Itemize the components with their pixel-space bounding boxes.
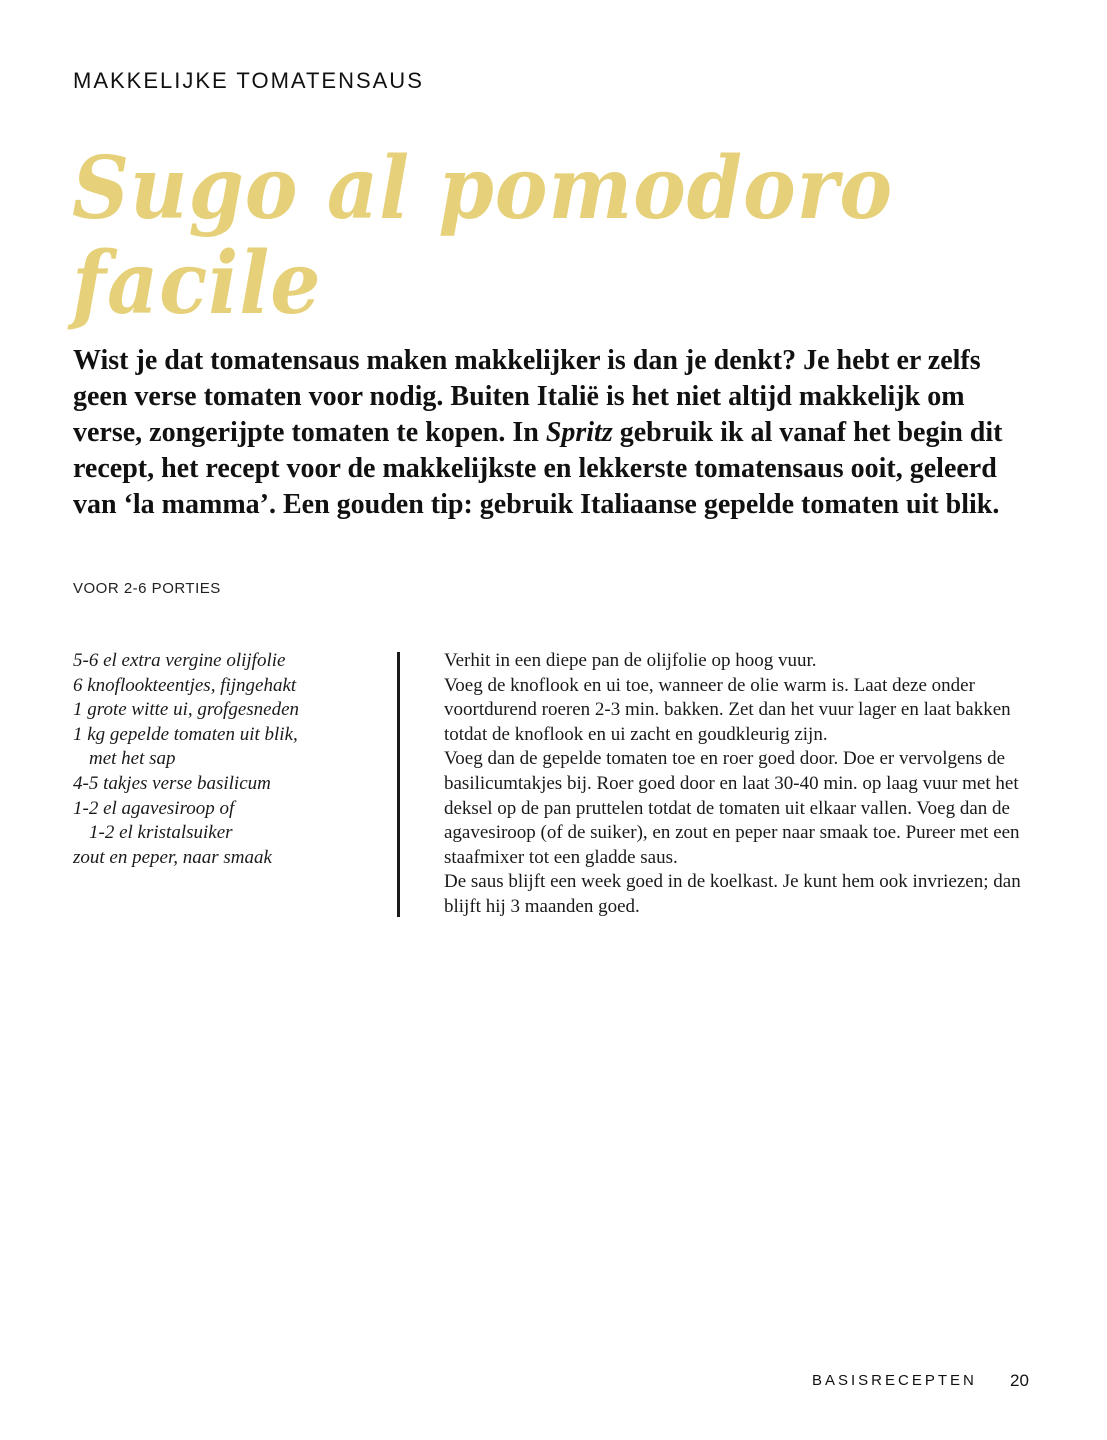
ingredient-item <box>73 846 373 871</box>
method-steps <box>444 649 1044 920</box>
ingredient-text: 1-2 el agavesiroop of <box>73 797 235 819</box>
page-number: 20 <box>1010 1371 1029 1390</box>
ingredient-item <box>73 797 373 846</box>
ingredient-text: 4-5 takjes verse basilicum <box>73 772 271 794</box>
method-step: Verhit in een diepe pan de olijfolie op hoog vuur. <box>444 650 817 671</box>
ingredient-item <box>73 649 373 674</box>
ingredient-text: 5-6 el extra vergine olijfolie <box>73 650 286 671</box>
ingredient-item <box>73 723 373 772</box>
ingredient-continuation: met het sap <box>89 748 176 770</box>
ingredient-item <box>73 674 373 699</box>
recipe-title: Sugo al pomodoro facile <box>72 138 894 334</box>
portions-label: VOOR 2-6 PORTIES <box>73 580 221 597</box>
ingredient-item <box>73 772 373 797</box>
method-step: Voeg dan de gepelde tomaten toe en roer goed door. Doe er vervolgens de basilicumtakjes bij. Roer goed door en laat 30-40 min. op laag vuur met het deksel op de pan pruttelen totdat de tomaten uit elkaar vallen. Voeg dan de agavesiroop (of de suiker), en zout en peper naar smaak toe. Pureer met een staafmixer tot een gladde saus. <box>444 748 1020 868</box>
ingredient-list <box>73 649 373 870</box>
ingredient-continuation: 1-2 el kristalsuiker <box>89 822 233 844</box>
method-step: Voeg de knoflook en ui toe, wanneer de olie warm is. Laat deze onder voortdurend roeren 2-3 min. bakken. Zet dan het vuur lager en laat bakken totdat de knoflook en ui zacht en goudkleurig zijn. <box>444 674 1011 745</box>
intro-emphasis: Spritz <box>545 417 613 448</box>
recipe-subtitle: MAKKELIJKE TOMATENSAUS <box>73 68 424 93</box>
ingredient-text: zout en peper, naar smaak <box>73 846 272 868</box>
ingredient-item <box>73 698 373 723</box>
ingredient-text: 1 kg gepelde tomaten uit blik, <box>73 723 298 745</box>
footer-section-label: BASISRECEPTEN <box>812 1372 977 1389</box>
method-step: De saus blijft een week goed in de koelkast. Je kunt hem ook invriezen; dan blijft hij 3 maanden goed. <box>444 871 1021 917</box>
intro-paragraph <box>73 343 1033 523</box>
ingredient-text: 1 grote witte ui, grofgesneden <box>73 699 300 721</box>
column-divider <box>397 652 400 917</box>
ingredient-text: 6 knoflookteentjes, fijngehakt <box>73 674 297 696</box>
intro-text-2: gebruik ik al vanaf het begin dit recept, het recept voor de makkelijkste en lekkerste tomatensaus ooit, geleerd van ‘la mamma’. Een gouden tip: gebruik Italiaanse gepelde tomaten uit blik. <box>73 417 1003 520</box>
intro-text-1: Wist je dat tomatensaus maken makkelijker is dan je denkt? Je hebt er zelfs geen verse tomaten voor nodig. Buiten Italië is het niet altijd makkelijk om verse, zongerijpte tomaten te kopen. In <box>73 345 981 448</box>
